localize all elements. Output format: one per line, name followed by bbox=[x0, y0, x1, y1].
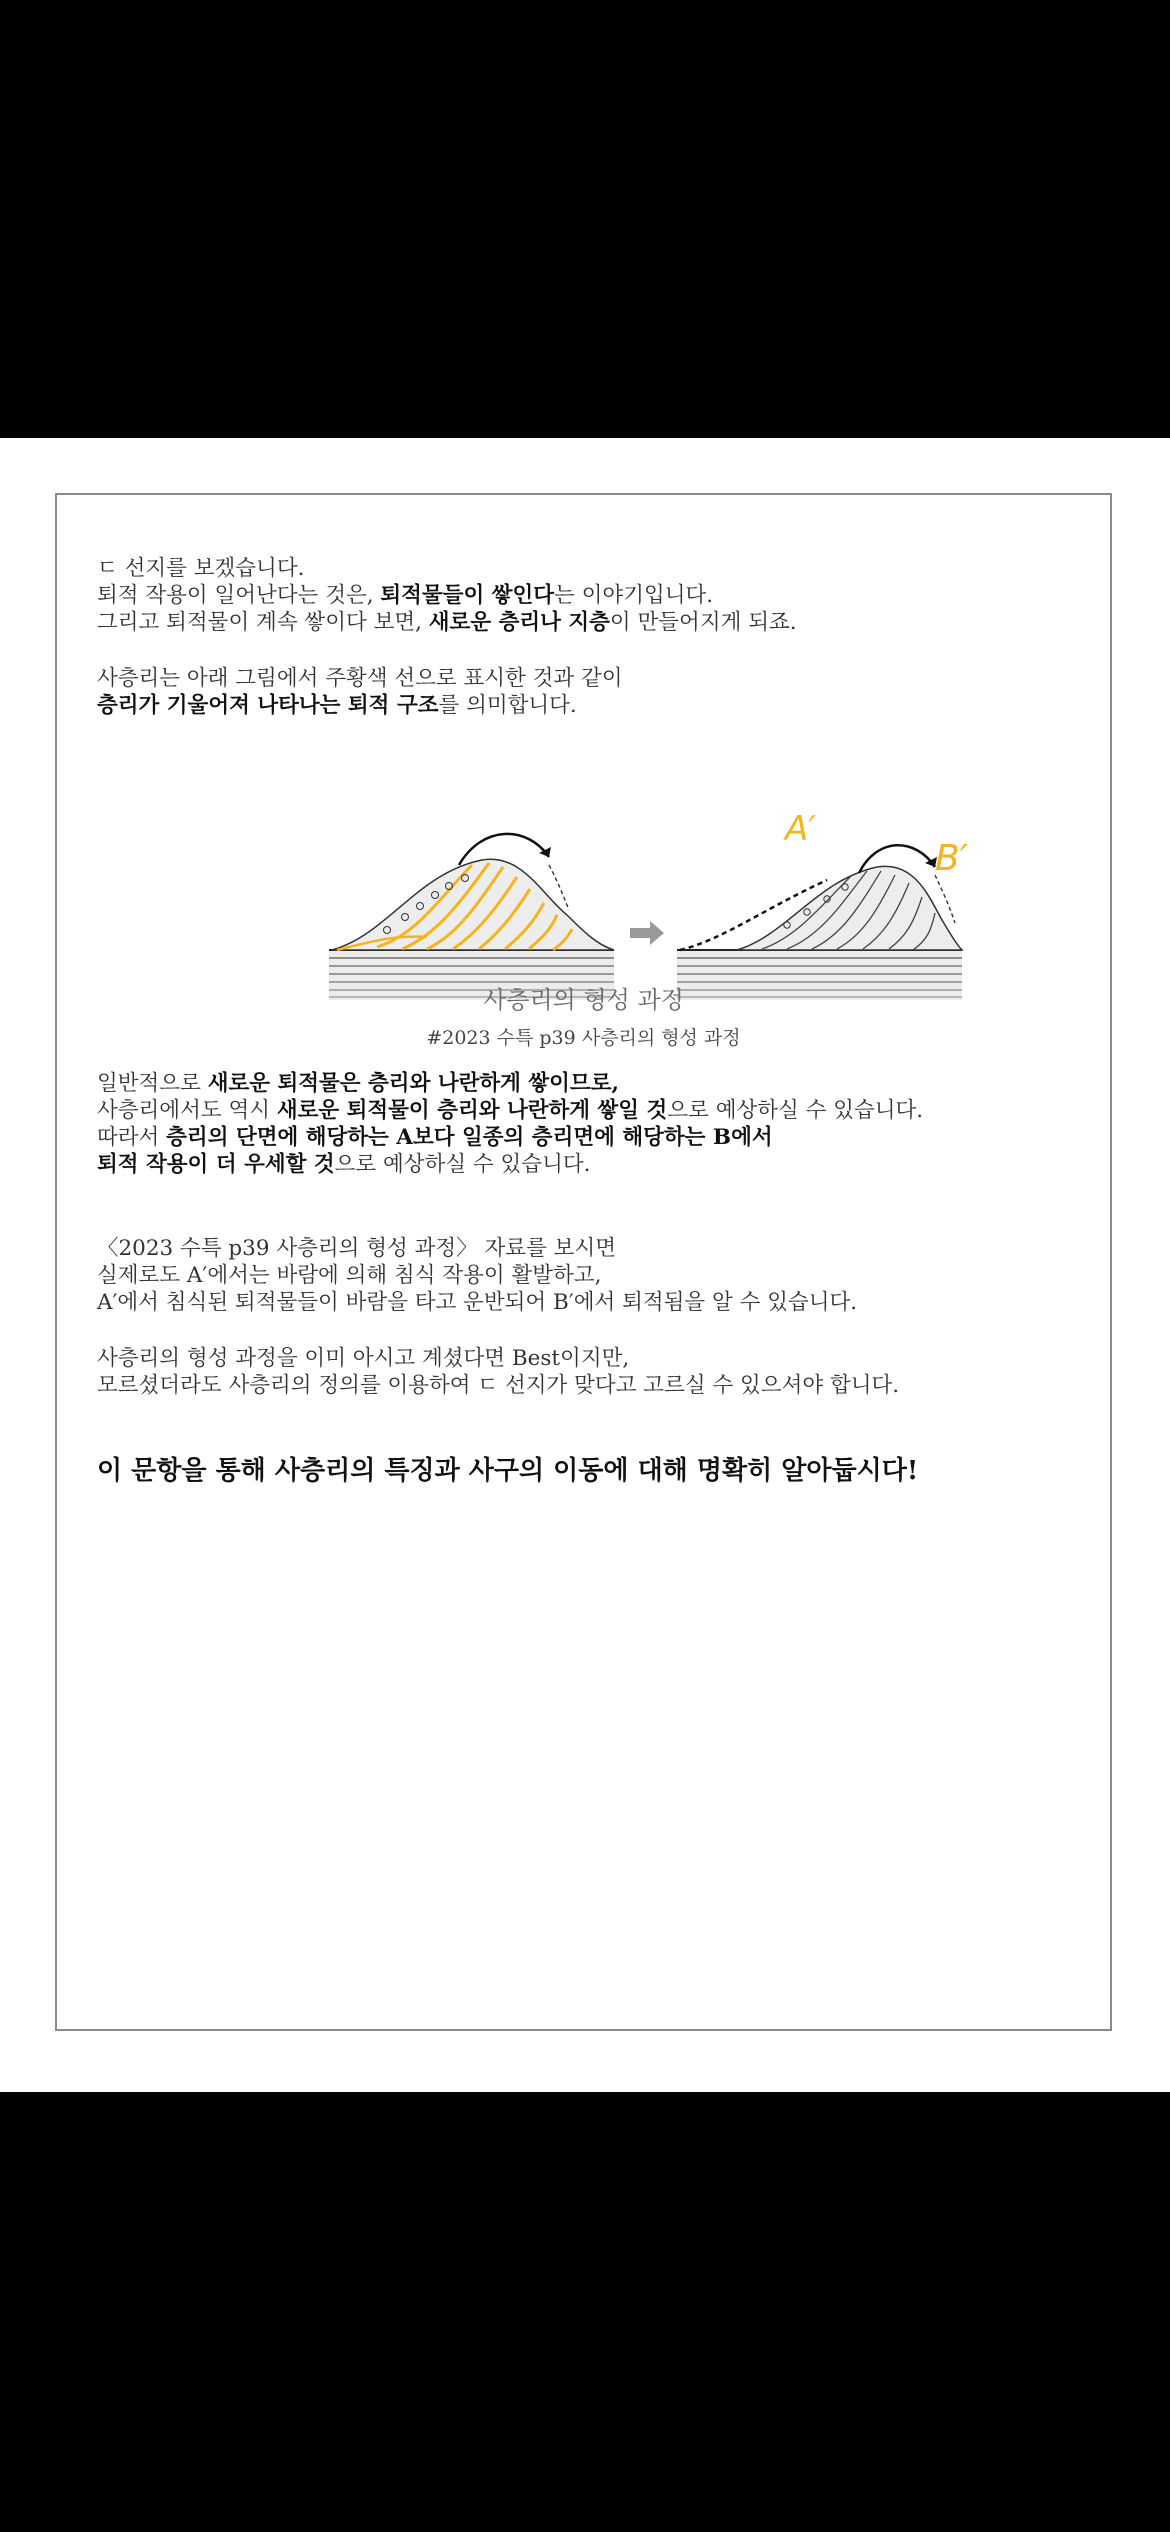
evidence-paragraph bbox=[97, 1235, 1087, 1316]
intro-line-3: 그리고 퇴적물이 계속 쌓이다 보면, 새로운 층리나 지층이 만들어지게 되죠. bbox=[97, 610, 797, 635]
definition-line-1: 사층리는 아래 그림에서 주황색 선으로 표시한 것과 같이 bbox=[97, 666, 623, 691]
evidence-line-1: 〈2023 수특 p39 사층리의 형성 과정〉 자료를 보시면 bbox=[97, 1236, 616, 1261]
right-dune bbox=[680, 845, 962, 950]
reasoning-line-2: 사층리에서도 역시 새로운 퇴적물이 층리와 나란하게 쌓일 것으로 예상하실 수 있습니다. bbox=[97, 1098, 924, 1123]
page bbox=[0, 438, 1170, 2092]
reasoning-paragraph bbox=[97, 1070, 1087, 1178]
note-line-2: 모르셨더라도 사층리의 정의를 이용하여 ㄷ 선지가 맞다고 고르실 수 있으셔야 합니다. bbox=[97, 1373, 900, 1398]
intro-paragraph bbox=[97, 555, 1087, 636]
intro-line-1: ㄷ 선지를 보겠습니다. bbox=[97, 556, 305, 581]
process-arrow bbox=[630, 921, 664, 945]
closing-statement: 이 문항을 통해 사층리의 특징과 사구의 이동에 대해 명확히 알아둡시다! bbox=[97, 1456, 919, 1486]
note-line-1: 사층리의 형성 과정을 이미 아시고 계셨다면 Best이지만, bbox=[97, 1346, 630, 1371]
definition-line-2: 층리가 기울어져 나타나는 퇴적 구조를 의미합니다. bbox=[97, 693, 577, 718]
label-a-prime: A′ bbox=[785, 809, 816, 849]
reasoning-line-4: 퇴적 작용이 더 우세할 것으로 예상하실 수 있습니다. bbox=[97, 1152, 591, 1177]
cross-bedding-figure bbox=[267, 785, 968, 1005]
figure-source: #2023 수특 p39 사층리의 형성 과정 bbox=[426, 1027, 741, 1049]
label-b-prime: B′ bbox=[935, 838, 968, 879]
figure-caption: 사층리의 형성 과정 bbox=[483, 986, 684, 1014]
explanation-box bbox=[55, 493, 1112, 2031]
definition-paragraph bbox=[97, 665, 1087, 719]
evidence-line-2: 실제로도 A′에서는 바람에 의해 침식 작용이 활발하고, bbox=[97, 1263, 602, 1288]
note-paragraph bbox=[97, 1345, 1087, 1399]
reasoning-line-1: 일반적으로 새로운 퇴적물은 층리와 나란하게 쌓이므로, bbox=[97, 1071, 619, 1096]
left-dune bbox=[332, 834, 614, 950]
evidence-line-3: A′에서 침식된 퇴적물들이 바람을 타고 운반되어 B′에서 퇴적됨을 알 수 있습니다. bbox=[97, 1290, 858, 1315]
reasoning-line-3: 따라서 층리의 단면에 해당하는 A보다 일종의 층리면에 해당하는 B에서 bbox=[97, 1125, 773, 1150]
intro-line-2: 퇴적 작용이 일어난다는 것은, 퇴적물들이 쌓인다는 이야기입니다. bbox=[97, 583, 714, 608]
